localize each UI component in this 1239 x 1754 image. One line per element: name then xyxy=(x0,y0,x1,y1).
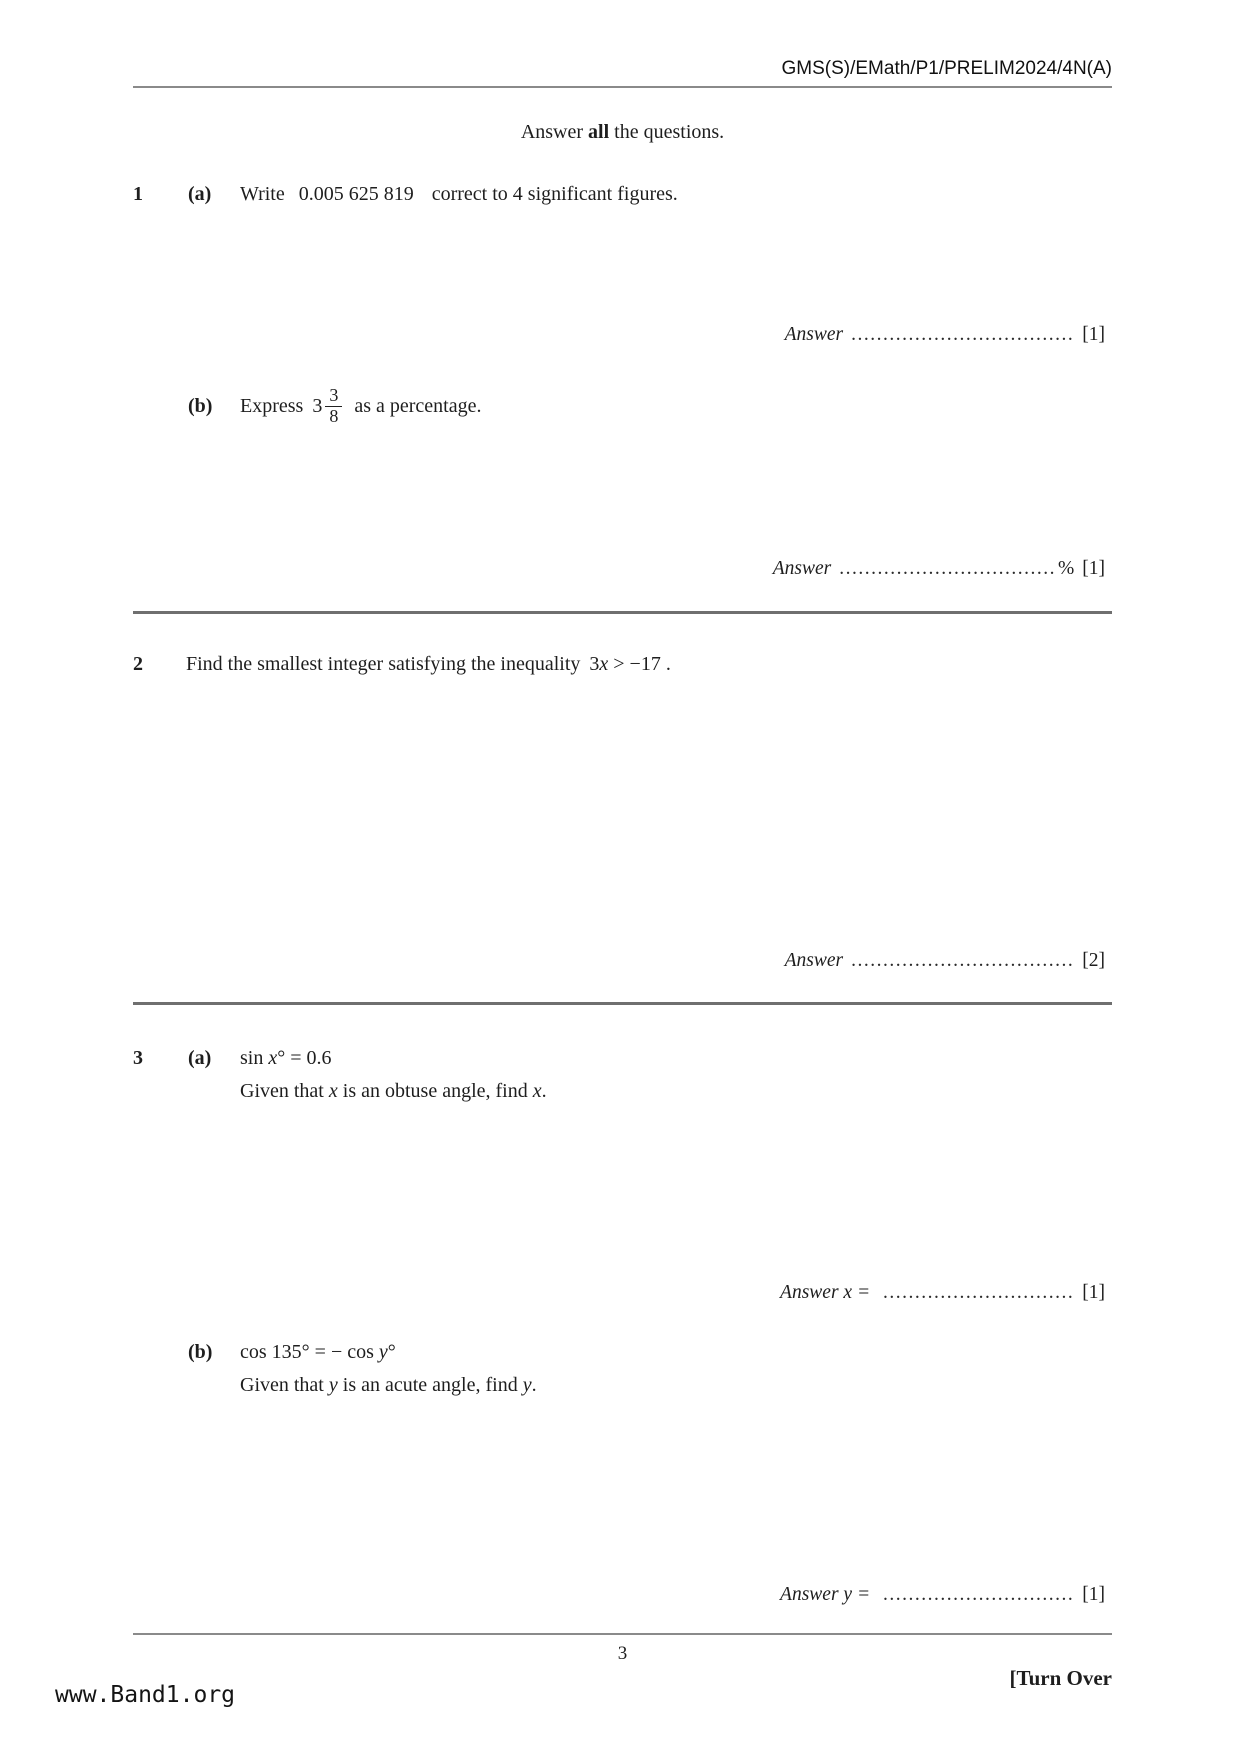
q1a-text-rest: correct to 4 significant figures. xyxy=(431,183,678,205)
q3b-answer-marks: [1] xyxy=(1082,1584,1105,1605)
q3a-equation xyxy=(240,1046,332,1071)
exam-code: GMS(S)/EMath/P1/PRELIM2024/4N(A) xyxy=(781,58,1112,79)
q3a-answer-line xyxy=(600,1282,1105,1304)
q3a-line2-var1: x xyxy=(328,1080,338,1102)
q3b-math-t1: cos 135° = − cos xyxy=(240,1341,379,1363)
q3a-math-rest: ° = 0.6 xyxy=(277,1047,332,1069)
q2-answer-line xyxy=(600,950,1105,972)
instruction-pre: Answer xyxy=(520,121,589,143)
page-number: 3 xyxy=(617,1643,628,1664)
q1a-answer-blank: ................................... xyxy=(851,324,1075,345)
q3b-line2-t2: is an acute angle, find xyxy=(337,1374,523,1396)
q1a-text-write: Write xyxy=(240,183,285,205)
q2-math-rest: > −17 . xyxy=(608,653,671,675)
q3b-math-rest: ° xyxy=(387,1341,396,1363)
q2-text-main: Find the smallest integer satisfying the inequality xyxy=(186,653,581,675)
question-1-number: 1 xyxy=(133,183,143,205)
header-rule xyxy=(133,86,1112,88)
q3a-line2-t3: . xyxy=(541,1080,547,1102)
q3a-answer-blank: .............................. xyxy=(883,1282,1075,1303)
question-3-number: 3 xyxy=(133,1047,143,1069)
q3a-line2-t2: is an obtuse angle, find xyxy=(337,1080,533,1102)
q1b-answer-blank: .................................. xyxy=(839,558,1056,579)
q1a-answer-marks: [1] xyxy=(1082,324,1105,345)
turn-over-label: [Turn Over xyxy=(1009,1666,1112,1690)
site-watermark: www.Band1.org xyxy=(55,1682,236,1708)
q1b-fraction-numerator: 3 xyxy=(325,386,342,406)
q1b-answer-label: Answer xyxy=(772,558,832,579)
q1a-number-value: 0.005 625 819 xyxy=(298,183,414,205)
q1b-text xyxy=(240,372,481,440)
q1b-answer-line xyxy=(600,558,1105,580)
q1b-text-rest: as a percentage. xyxy=(354,394,482,417)
q3b-math-variable: y xyxy=(378,1341,388,1363)
q1b-answer-percent: % xyxy=(1058,558,1075,579)
instruction-line xyxy=(133,120,1112,145)
q3b-answer-blank: .............................. xyxy=(883,1584,1075,1605)
q3b-answer-label: Answer y = xyxy=(780,1584,875,1605)
q2-answer-blank: ................................... xyxy=(851,950,1075,971)
q1b-label: (b) xyxy=(188,395,213,417)
instruction-bold: all xyxy=(588,121,610,143)
q3a-math-variable: x xyxy=(268,1047,278,1069)
q2-answer-marks: [2] xyxy=(1082,950,1105,971)
q1a-answer-label: Answer xyxy=(784,324,844,345)
q2-text xyxy=(186,652,671,677)
q3b-line2-t1: Given that xyxy=(240,1374,329,1396)
q3a-line2-var2: x xyxy=(532,1080,542,1102)
q3a-line2-t1: Given that xyxy=(240,1080,329,1102)
q3b-answer-variable: y xyxy=(843,1584,853,1605)
q3b-line2-var2: y xyxy=(522,1374,532,1396)
q3a-answer-label: Answer x = xyxy=(780,1282,875,1303)
footer-rule xyxy=(133,1633,1112,1635)
q3b-equation xyxy=(240,1340,396,1365)
section-rule-1 xyxy=(133,611,1112,614)
q1b-mixed-whole: 3 xyxy=(312,394,323,417)
q1a-label: (a) xyxy=(188,183,212,205)
q2-answer-label: Answer xyxy=(784,950,844,971)
q2-math-coeff: 3 xyxy=(589,653,600,675)
q3b-line2-var1: y xyxy=(328,1374,338,1396)
q3b-line2-t3: . xyxy=(531,1374,537,1396)
q3b-line2 xyxy=(240,1373,537,1398)
q3a-line2 xyxy=(240,1079,547,1104)
q1b-text-express: Express xyxy=(240,394,304,417)
q3a-answer-marks: [1] xyxy=(1082,1282,1105,1303)
q1b-answer-marks: [1] xyxy=(1082,558,1105,579)
q1b-fraction xyxy=(325,386,342,426)
q3a-math-function: sin xyxy=(240,1047,269,1069)
question-2-number: 2 xyxy=(133,653,143,675)
q2-math-variable: x xyxy=(599,653,609,675)
q3b-label: (b) xyxy=(188,1341,213,1363)
q1a-answer-line xyxy=(600,324,1105,346)
q3b-answer-line xyxy=(600,1584,1105,1606)
q3a-answer-variable: x xyxy=(843,1282,853,1303)
instruction-post: the questions. xyxy=(609,121,725,143)
q1a-text xyxy=(240,182,678,207)
q1b-fraction-denominator: 8 xyxy=(329,405,339,426)
section-rule-2 xyxy=(133,1002,1112,1005)
q3a-label: (a) xyxy=(188,1047,212,1069)
